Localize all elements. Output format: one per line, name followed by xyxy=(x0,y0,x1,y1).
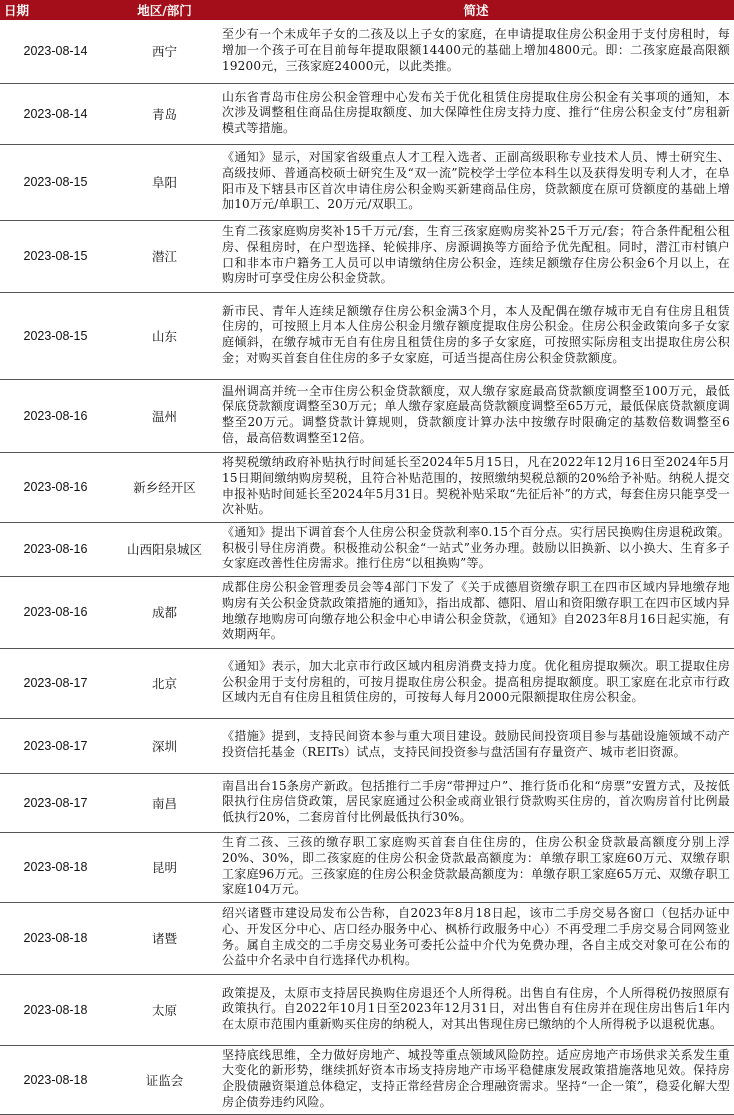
row-date: 2023-08-17 xyxy=(0,718,111,773)
table-row xyxy=(0,379,734,452)
table-row xyxy=(0,20,734,83)
row-region: 山东 xyxy=(111,292,218,379)
header-date: 日期 xyxy=(0,0,111,20)
row-date: 2023-08-18 xyxy=(0,974,111,1045)
row-description: 温州调高并统一全市住房公积金贷款额度，双人缴存家庭最高贷款额度调整至100万元，最低保底贷款额度调整至30万元；单人缴存家庭最高贷款额度调整至65万元，最低保底贷款额度调整至20万元。调整贷款计算规则，贷款额度计算办法中按缴存时限确定的基数倍数调整至6倍，最高倍数调整至12倍。 xyxy=(218,379,734,452)
row-description: 《通知》表示，加大北京市行政区域内租房消费支持力度。优化租房提取频次。职工提取住房公积金用于支付房租的，可按月提取住房公积金。提高租房提取额度。职工家庭在北京市行政区域内无自有住房且租赁住房的，可按每人每月2000元限额提取住房公积金。 xyxy=(218,648,734,718)
row-region: 山西阳泉城区 xyxy=(111,522,218,576)
table-row xyxy=(0,1045,734,1114)
row-description: 绍兴诸暨市建设局发布公告称，自2023年8月18日起，该市二手房交易各窗口（包括办证中心、开发区分中心、店口经办服务中心、枫桥行政服务中心）不再受理二手房交易合同网签业务。属自主成交的二手房交易业务可委托公益中介代为免费办理，各自主成交对象可在公布的公益中介名录中自行选择代办机构。 xyxy=(218,902,734,974)
table-row xyxy=(0,83,734,144)
row-date: 2023-08-16 xyxy=(0,379,111,452)
row-date: 2023-08-15 xyxy=(0,292,111,379)
table-row xyxy=(0,902,734,974)
row-description: 山东省青岛市住房公积金管理中心发布关于优化租赁住房提取住房公积金有关事项的通知，本次涉及调整租住商品住房提取额度、加大保障性住房支持力度、推行“住房公积金支付”房租新模式等措施。 xyxy=(218,83,734,144)
row-region: 温州 xyxy=(111,379,218,452)
row-region: 成都 xyxy=(111,576,218,648)
row-description: 坚持底线思维，全力做好房地产、城投等重点领域风险防控。适应房地产市场供求关系发生重大变化的新形势，继续抓好资本市场支持房地产市场平稳健康发展政策措施落地见效。保持房企股债融资渠道总体稳定，支持正常经营房企合理融资需求。坚持“一企一策”，稳妥化解大型房企债券违约风险。 xyxy=(218,1045,734,1114)
row-region: 西宁 xyxy=(111,20,218,83)
row-description: 生育二孩家庭购房奖补15千万元/套，生育三孩家庭购房奖补25千万元/套；符合条件配租公租房、保租房时，在户型选择、轮候排序、房源调换等方面给予优先配租。同时，潜江市村镇户口和非本市户籍务工人员可以申请缴纳住房公积金，连续足额缴存住房公积金6个月以上，在购房时可享受住房公积金贷款。 xyxy=(218,220,734,292)
row-region: 昆明 xyxy=(111,832,218,902)
header-region: 地区/部门 xyxy=(111,0,218,20)
row-description: 成都住房公积金管理委员会等4部门下发了《关于成德眉资缴存职工在四市区域内异地缴存地购房有关公积金贷款政策措施的通知》，指出成都、德阳、眉山和资阳缴存职工在四市区域内异地缴存地购房可向缴存地公积金中心申请公积金贷款，《通知》自2023年8月16日起实施，有效期两年。 xyxy=(218,576,734,648)
row-description: 南昌出台15条房产新政。包括推行二手房“带押过户”、推行货币化和“房票”安置方式，及按低限执行住房信贷政策，居民家庭通过公积金或商业银行贷款购买住房的，首次购房首付比例最低执行20%，二套房首付比例最低执行30%。 xyxy=(218,773,734,832)
row-date: 2023-08-15 xyxy=(0,144,111,220)
row-date: 2023-08-18 xyxy=(0,1045,111,1114)
row-description: 《通知》显示，对国家省级重点人才工程入选者、正副高级职称专业技术人员、博士研究生、高级技师、普通高校硕士研究生及“双一流”院校学士学位本科生以及获得发明专利人才，在阜阳市及下辖县市区首次申请住房公积金购买新建商品住房，贷款额度在原可贷额度的基础上增加10万元/单职工、20万元/双职工。 xyxy=(218,144,734,220)
table-row xyxy=(0,974,734,1045)
row-region: 青岛 xyxy=(111,83,218,144)
row-region: 潜江 xyxy=(111,220,218,292)
row-description: 政策提及，太原市支持居民换购住房退还个人所得税。出售自有住房，个人所得税仍按照原有政策执行。自2022年10月1日至2023年12月31日，对出售自有住房并在现住房出售后1年内在太原市范围内重新购买住房的纳税人，对其出售现住房已缴纳的个人所得税予以退税优惠。 xyxy=(218,974,734,1045)
row-region: 深圳 xyxy=(111,718,218,773)
row-region: 北京 xyxy=(111,648,218,718)
row-description: 新市民、青年人连续足额缴存住房公积金满3个月，本人及配偶在缴存城市无自有住房且租赁住房的，可按照上月本人住房公积金月缴存额度提取住房公积金。住房公积金政策向多子女家庭倾斜，在缴存城市无自有住房且租赁住房的多子女家庭，可按照实际房租支出提取住房公积金；对购买首套自住住房的多子女家庭，可适当提高住房公积金贷款额度。 xyxy=(218,292,734,379)
row-date: 2023-08-17 xyxy=(0,648,111,718)
table-row xyxy=(0,292,734,379)
table-row xyxy=(0,144,734,220)
row-region: 阜阳 xyxy=(111,144,218,220)
row-description: 《通知》提出下调首套个人住房公积金贷款利率0.15个百分点。实行居民换购住房退税政策。积极引导住房消费。积极推动公积金“一站式”业务办理。鼓励以旧换新、以小换大、生育多子女家庭改善性住房需求。推行住房“以租换购”等。 xyxy=(218,522,734,576)
table-row xyxy=(0,576,734,648)
table-row xyxy=(0,522,734,576)
row-date: 2023-08-18 xyxy=(0,832,111,902)
table-header xyxy=(0,0,734,20)
row-region: 新乡经开区 xyxy=(111,452,218,522)
table-row xyxy=(0,648,734,718)
row-date: 2023-08-15 xyxy=(0,220,111,292)
row-date: 2023-08-16 xyxy=(0,522,111,576)
row-date: 2023-08-17 xyxy=(0,773,111,832)
row-region: 诸暨 xyxy=(111,902,218,974)
row-region: 太原 xyxy=(111,974,218,1045)
table-row xyxy=(0,718,734,773)
table-body xyxy=(0,20,734,1114)
row-description: 生育二孩、三孩的缴存职工家庭购买首套自住住房的，住房公积金贷款最高额度分别上浮20%、30%，即二孩家庭的住房公积金贷款最高额度为：单缴存职工家庭60万元、双缴存职工家庭96万元。三孩家庭的住房公积金贷款最高额度为：单缴存职工家庭65万元、双缴存职工家庭104万元。 xyxy=(218,832,734,902)
row-date: 2023-08-16 xyxy=(0,452,111,522)
table-row xyxy=(0,832,734,902)
row-date: 2023-08-18 xyxy=(0,902,111,974)
row-description: 将契税缴纳政府补贴执行时间延长至2024年5月15日，凡在2022年12月16日至2024年5月15日期间缴纳购房契税，且符合补贴范围的，按照缴纳契税总额的20%给予补贴。纳税人提交申报补贴时间延长至2024年5月31日。契税补贴采取“先征后补”的方式，每套住房只能享受一次补贴。 xyxy=(218,452,734,522)
table-row xyxy=(0,773,734,832)
row-date: 2023-08-16 xyxy=(0,576,111,648)
row-region: 证监会 xyxy=(111,1045,218,1114)
table-row xyxy=(0,220,734,292)
row-description: 《措施》提到，支持民间资本参与重大项目建设。鼓励民间投资项目参与基础设施领域不动产投资信托基金（REITs）试点，支持民间投资参与盘活国有存量资产、城市老旧资源。 xyxy=(218,718,734,773)
header-description: 简述 xyxy=(218,0,734,20)
row-date: 2023-08-14 xyxy=(0,20,111,83)
row-description: 至少有一个未成年子女的二孩及以上子女的家庭，在申请提取住房公积金用于支付房租时，每增加一个孩子可在目前每年提取限额14400元的基础上增加4800元。即：二孩家庭最高限额19200元，三孩家庭24000元，以此类推。 xyxy=(218,20,734,83)
row-region: 南昌 xyxy=(111,773,218,832)
row-date: 2023-08-14 xyxy=(0,83,111,144)
table-row xyxy=(0,452,734,522)
